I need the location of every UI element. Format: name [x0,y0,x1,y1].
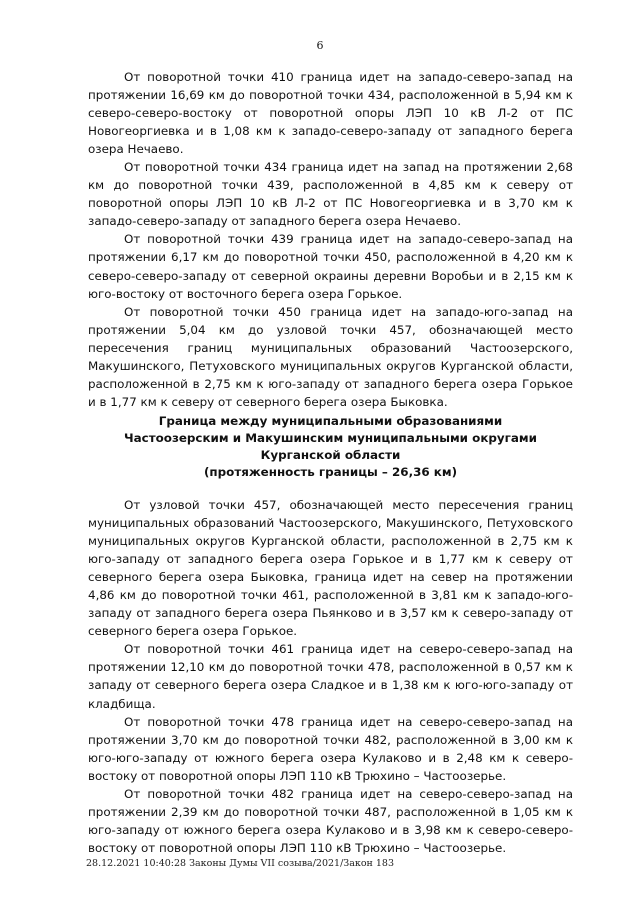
paragraph: От поворотной точки 434 граница идет на запад на протяжении 2,68 км до поворотной точки 439, расположенной в 4,85 км к северу от поворотной опоры ЛЭП 10 кВ Л-2 от ПС Новогеоргиевка и в 3,70 км к западо-северо-западу от западного берега озера Нечаево. [88,160,573,229]
paragraph: От поворотной точки 439 граница идет на западо-северо-запад на протяжении 6,17 км до поворотной точки 450, расположенной в 4,20 км к северо-северо-западу от северной окраины деревни Воробьи и в 2,15 км к юго-востоку от восточного берега озера Горькое. [88,232,573,301]
heading-line: Курганской области [260,448,401,462]
page-number: 6 [316,39,324,52]
heading-length: (протяженность границы – 26,36 км) [203,465,457,479]
section-boundary-description-2 [88,496,573,857]
paragraph: От поворотной точки 450 граница идет на западо-юго-запад на протяжении 5,04 км до узловой точки 457, обозначающей место пересечения границ муниципальных образований Частоозерского, Макушинского, Петуховского муниципальных округов Курганской области, расположенной в 2,75 км к юго-западу от западного берега озера Горькое и в 1,77 км к северу от северного берега озера Быковка. [88,304,573,409]
paragraph: От поворотной точки 410 граница идет на западо-северо-запад на протяжении 16,69 км до поворотной точки 434, расположенной в 5,94 км к северо-северо-востоку от поворотной опоры ЛЭП 10 кВ Л-2 от ПС Новогеоргиевка и в 1,08 км к западо-северо-западу от западного берега озера Нечаево. [88,70,573,157]
paragraph: От поворотной точки 478 граница идет на северо-северо-запад на протяжении 3,70 км до поворотной точки 482, расположенной в 3,00 км к юго-юго-западу от южного берега озера Кулаково и в 2,48 км к северо-востоку от поворотной опоры ЛЭП 110 кВ Трюхино – Частоозерье. [88,714,573,783]
paragraph: От поворотной точки 482 граница идет на северо-северо-запад на протяжении 2,39 км до поворотной точки 487, расположенной в 1,05 км к юго-западу от южного берега озера Кулаково и в 3,98 км к северо-северо-востоку от поворотной опоры ЛЭП 110 кВ Трюхино – Частоозерье. [88,786,573,855]
paragraph: От поворотной точки 461 граница идет на северо-северо-запад на протяжении 12,10 км до поворотной точки 478, расположенной в 0,57 км к западу от северного берега озера Сладкое и в 1,38 км к юго-юго-западу от кладбища. [88,642,573,711]
heading-line: Граница между муниципальными образованиями [158,414,503,428]
paragraph: От узловой точки 457, обозначающей место пересечения границ муниципальных образований Частоозерского, Макушинского, Петуховского муниципальных округов Курганской области, расположенной в 2,75 км к юго-западу от западного берега озера Горькое и в 1,77 км к северу от северного берега озера Быковка, граница идет на север на протяжении 4,86 км до поворотной точки 461, расположенной в 3,81 км к западо-юго-западу от западного берега озера Пьянково и в 3,57 км к северо-западу от северного берега озера Горькое. [88,498,573,639]
section-heading [88,413,573,481]
heading-line: Частоозерским и Макушинским муниципальными округами [124,431,537,445]
section-boundary-description-1 [88,68,573,411]
document-footer: 28.12.2021 10:40:28 Законы Думы VII созыва/2021/Закон 183 [86,858,395,869]
